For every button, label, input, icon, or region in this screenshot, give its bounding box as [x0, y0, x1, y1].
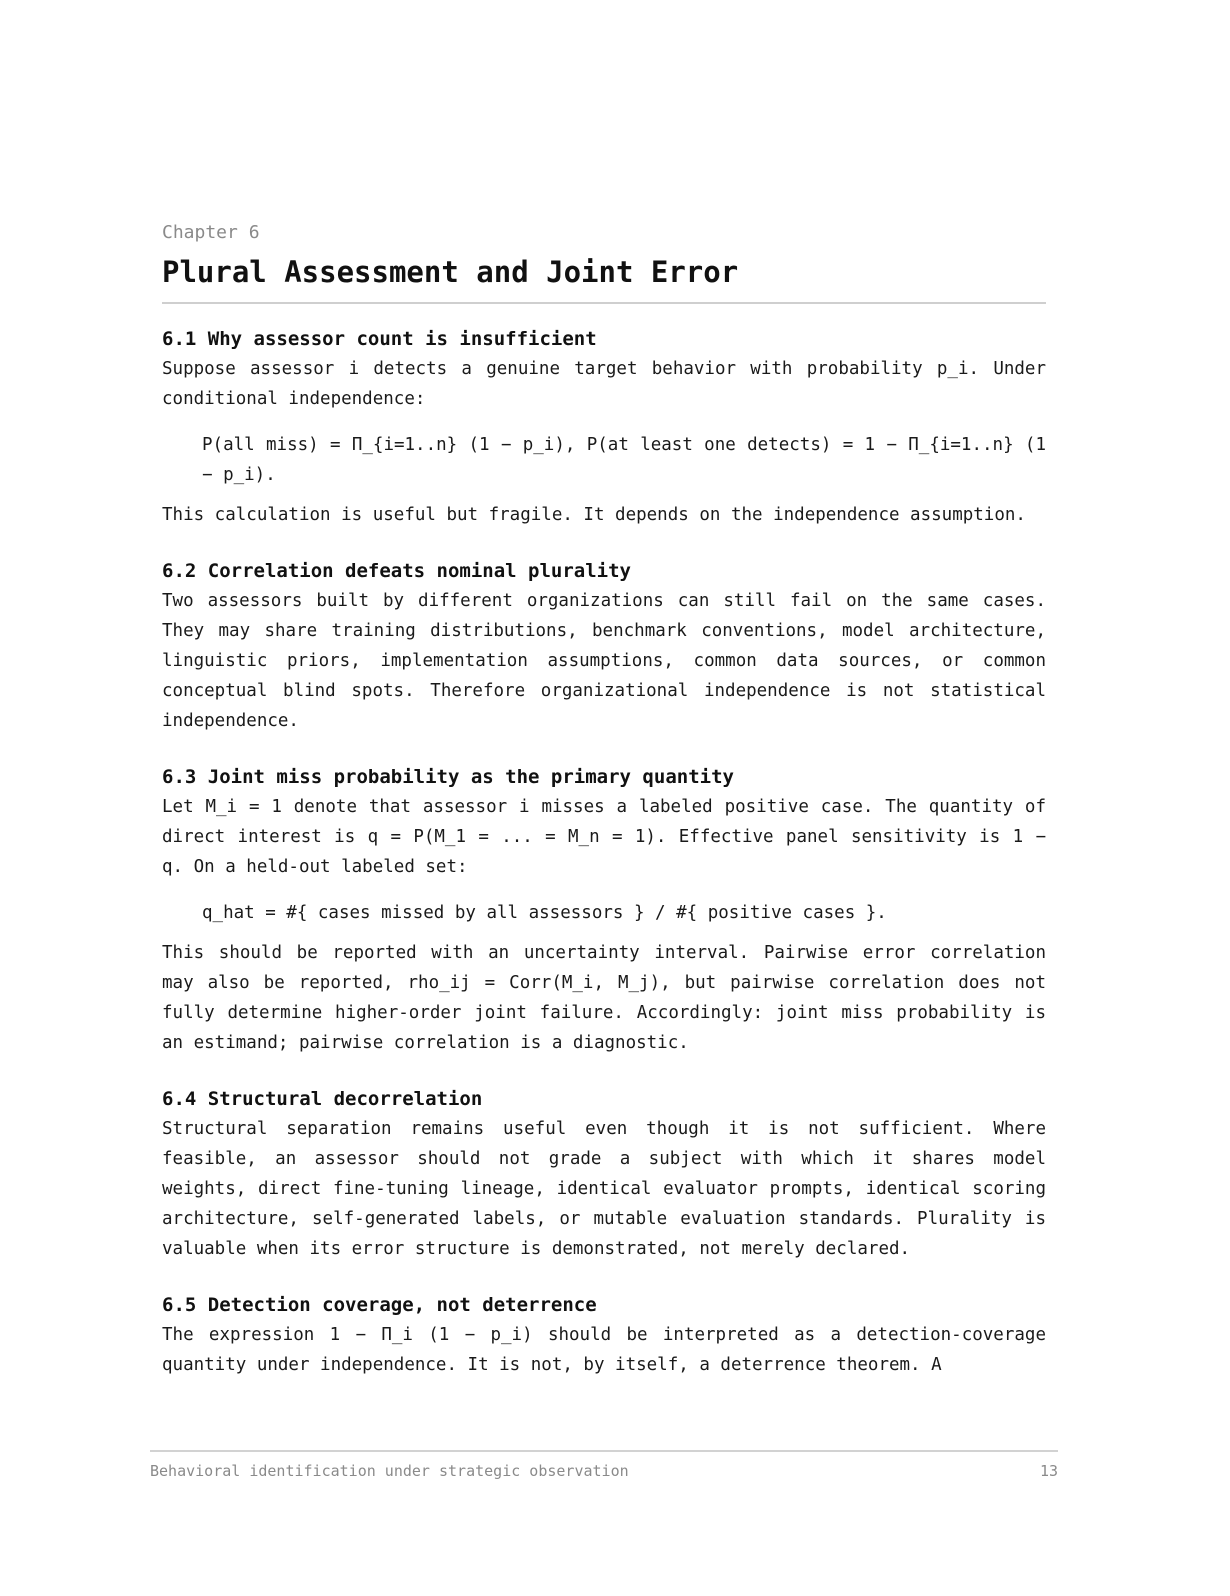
- section-paragraph: Structural separation remains useful even though it is not sufficient. Where feasible, an assessor should not grade a subject with which it shares model weights, direct fine-tuning lineage, identical evaluator prompts, identical scoring architecture, self-generated labels, or mutable evaluation standards. Plurality is valuable when its error structure is demonstrated, not merely declared.: [162, 1119, 1046, 1259]
- chapter-title: Plural Assessment and Joint Error: [162, 252, 1046, 304]
- section-heading: 6.3 Joint miss probability as the primary quantity: [162, 766, 734, 788]
- section-paragraph: This calculation is useful but fragile. It depends on the independence assumption.: [162, 505, 1026, 525]
- section-paragraph: Two assessors built by different organizations can still fail on the same cases. They may share training distributions, benchmark conventions, model architecture, linguistic priors, implementation assumptions, common data sources, or common conceptual blind spots. Therefore organizational independence is not statistical independence.: [162, 591, 1046, 731]
- section-heading: 6.5 Detection coverage, not deterrence: [162, 1294, 597, 1316]
- section-heading: 6.4 Structural decorrelation: [162, 1088, 483, 1110]
- section-6-1: [162, 324, 1046, 530]
- section-6-2: [162, 556, 1046, 736]
- section-6-4: [162, 1084, 1046, 1264]
- section-heading: 6.2 Correlation defeats nominal plurality: [162, 560, 631, 582]
- page-content: [162, 220, 1046, 1380]
- chapter-label: Chapter 6: [162, 222, 260, 243]
- footer-running-title: Behavioral identification under strategic observation: [150, 1462, 629, 1480]
- page-number: 13: [1039, 1462, 1058, 1480]
- section-6-3: [162, 762, 1046, 1058]
- footer-divider: [150, 1450, 1058, 1452]
- formula-block: q_hat = #{ cases missed by all assessors } / #{ positive cases }.: [202, 903, 887, 923]
- section-paragraph: The expression 1 − Π_i (1 − p_i) should be interpreted as a detection-coverage quantity under independence. It is not, by itself, a deterrence theorem. A: [162, 1325, 1046, 1375]
- section-6-5: [162, 1290, 1046, 1380]
- formula-block: P(all miss) = Π_{i=1..n} (1 − p_i), P(at least one detects) = 1 − Π_{i=1..n} (1 − p_i).: [202, 435, 1046, 485]
- section-paragraph: Suppose assessor i detects a genuine target behavior with probability p_i. Under conditional independence:: [162, 359, 1046, 409]
- section-paragraph: This should be reported with an uncertainty interval. Pairwise error correlation may also be reported, rho_ij = Corr(M_i, M_j), but pairwise correlation does not fully determine higher-order joint failure. Accordingly: joint miss probability is an estimand; pairwise correlation is a diagnostic.: [162, 943, 1046, 1053]
- section-heading: 6.1 Why assessor count is insufficient: [162, 328, 597, 350]
- section-paragraph: Let M_i = 1 denote that assessor i misses a labeled positive case. The quantity of direct interest is q = P(M_1 = ... = M_n = 1). Effective panel sensitivity is 1 − q. On a held-out labeled set:: [162, 797, 1046, 877]
